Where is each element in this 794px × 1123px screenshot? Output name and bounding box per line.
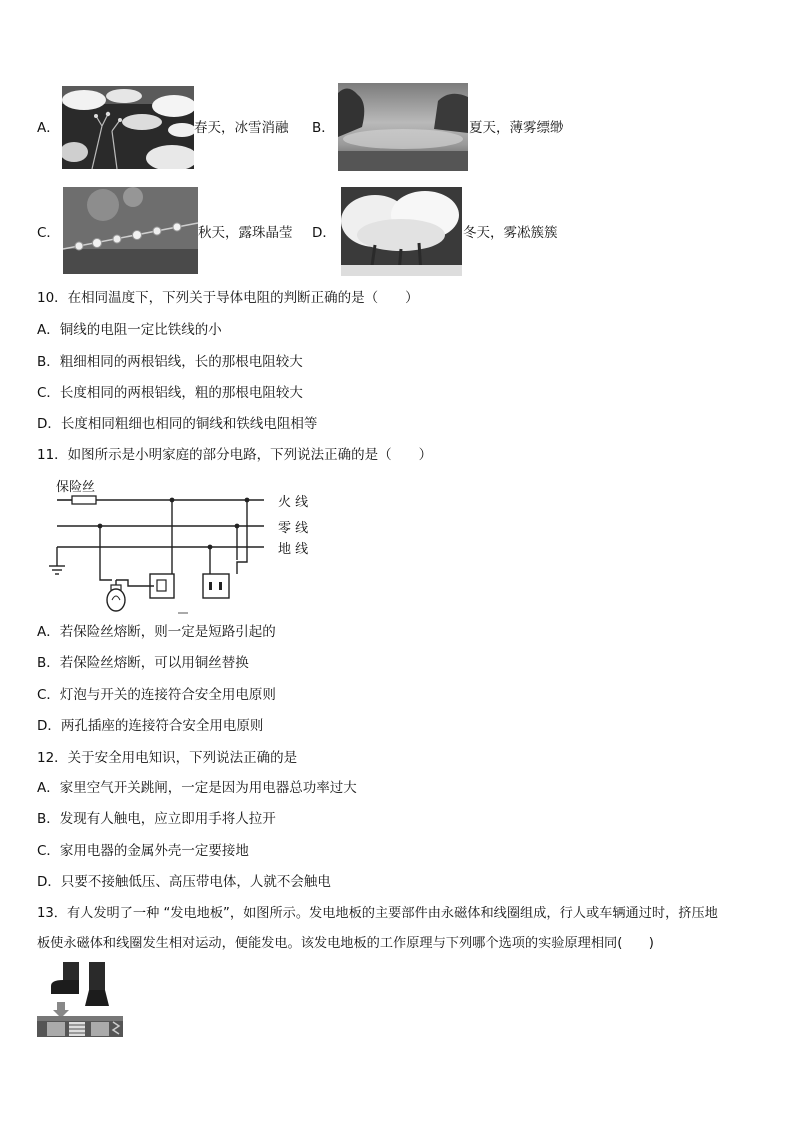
q11-option-c: C．灯泡与开关的连接符合安全用电原则 — [37, 687, 276, 703]
lamp-symbol — [107, 580, 125, 611]
q12-stem: 12．关于安全用电知识，下列说法正确的是 — [37, 750, 298, 766]
q10-option-d: D．长度相同粗细也相同的铜线和铁线电阻相等 — [37, 416, 318, 432]
option-d-caption: 冬天，雾凇簇簇 — [463, 225, 558, 241]
power-floor-illustration — [37, 962, 123, 1040]
neutral-wire-label: 零 线 — [278, 521, 309, 536]
q11-option-a: A．若保险丝熔断，则一定是短路引起的 — [37, 624, 276, 640]
q10-option-c: C．长度相同的两根铝线，粗的那根电阻较大 — [37, 385, 303, 401]
option-a-letter: A． — [37, 120, 60, 136]
q10-stem: 10．在相同温度下，下列关于导体电阻的判断正确的是（ ） — [37, 290, 419, 306]
option-b-caption: 夏天，薄雾缥缈 — [469, 120, 564, 136]
q11-option-d: D．两孔插座的连接符合安全用电原则 — [37, 718, 264, 734]
q12-option-c: C．家用电器的金属外壳一定要接地 — [37, 843, 249, 859]
live-wire-label: 火 线 — [278, 495, 309, 510]
household-circuit-diagram — [42, 474, 314, 616]
q12-option-a: A．家里空气开关跳闸，一定是因为用电器总功率过大 — [37, 780, 357, 796]
option-c-caption: 秋天，露珠晶莹 — [198, 225, 293, 241]
q10-option-b: B．粗细相同的两根铝线，长的那根电阻较大 — [37, 354, 303, 370]
winter-rime-photo — [341, 187, 462, 276]
fuse-label: 保险丝 — [56, 480, 96, 495]
q11-stem: 11．如图所示是小明家庭的部分电路，下列说法正确的是（ ） — [37, 447, 433, 463]
ground-wire-label: 地 线 — [278, 542, 309, 557]
q11-option-b: B．若保险丝熔断，可以用铜丝替换 — [37, 655, 249, 671]
summer-mist-photo — [338, 83, 468, 171]
option-d-letter: D． — [312, 225, 336, 241]
q12-option-d: D．只要不接触低压、高压带电体，人就不会触电 — [37, 874, 331, 890]
fuse-symbol — [72, 496, 96, 504]
spring-snow-melting-photo — [62, 86, 194, 169]
autumn-dew-photo — [63, 187, 198, 274]
q13-stem-line2: 板使永磁体和线圈发生相对运动，便能发电。该发电地板的工作原理与下列哪个选项的实验原理相同( ) — [37, 936, 654, 951]
q10-option-a: A．铜线的电阻一定比铁线的小 — [37, 322, 222, 338]
two-pin-socket-symbol — [203, 574, 229, 598]
q12-option-b: B．发现有人触电，应立即用手将人拉开 — [37, 811, 276, 827]
option-a-caption: 春天，冰雪消融 — [194, 120, 289, 136]
q13-stem-line1: 13．有人发明了一种 “发电地板”，如图所示。发电地板的主要部件由永磁体和线圈组成，行人或车辆通过时，挤压地 — [37, 906, 718, 921]
option-c-letter: C． — [37, 225, 60, 241]
option-b-letter: B． — [312, 120, 335, 136]
